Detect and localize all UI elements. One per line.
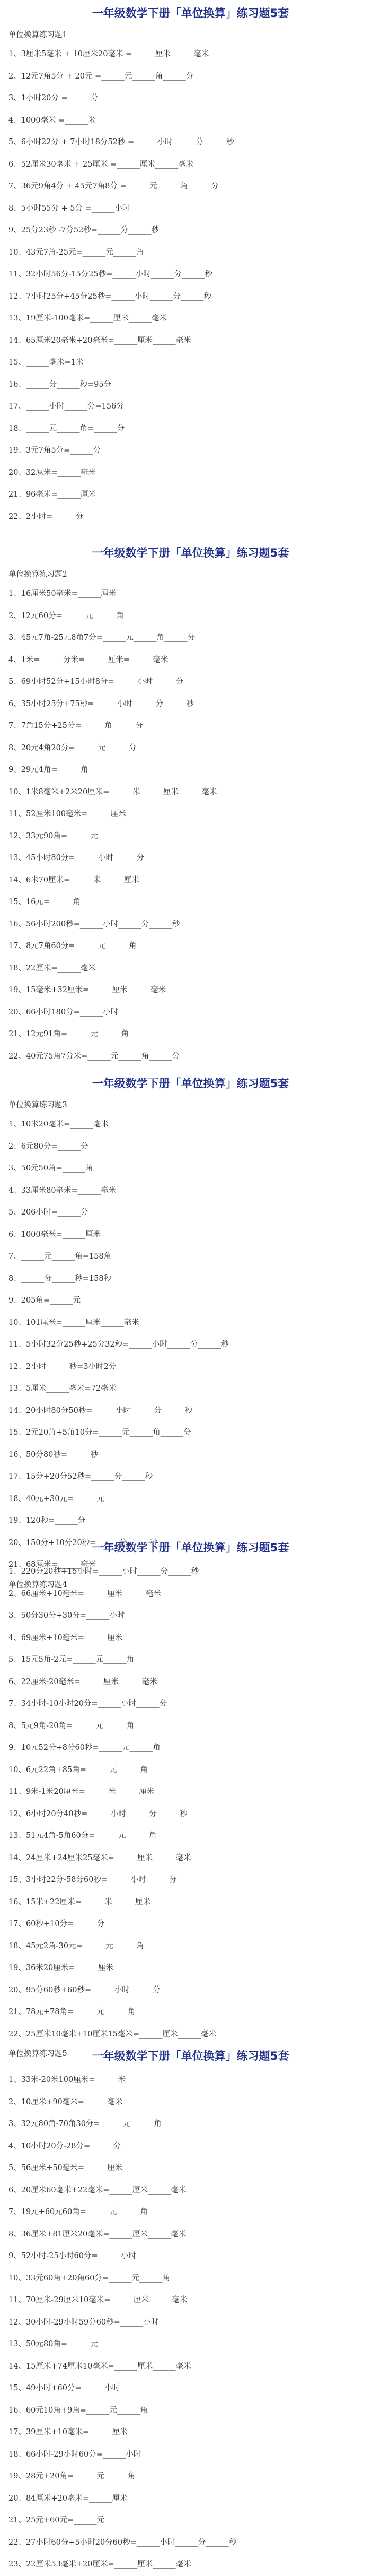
question-item: 14、20小时80分50秒=______小时______分______秒 bbox=[8, 1406, 192, 1415]
question-item: 14、15厘米+74厘米10毫米=______厘米______毫米 bbox=[8, 2362, 191, 2371]
question-item: 10、43元7角-25元=______元______角 bbox=[8, 248, 144, 257]
exercise-set-5 bbox=[0, 2043, 381, 2576]
set-title: 一年级数学下册「单位换算」练习题5套 bbox=[92, 1077, 289, 1090]
question-item: 16、60元10角+9角=______元______角 bbox=[8, 2406, 148, 2415]
question-item: 21、12元91角=______元______角 bbox=[8, 1030, 129, 1038]
question-item: 20、95分60秒+60秒=______小时______分 bbox=[8, 1985, 161, 1994]
question-item: 2、10厘米+90毫米=______毫米 bbox=[8, 2097, 123, 2106]
question-item: 17、8元7角60分=______元______角 bbox=[8, 942, 137, 950]
question-item: 16、56小时200秒=______小时______分______秒 bbox=[8, 920, 180, 929]
question-item: 19、15毫米+32厘米=______厘米______毫米 bbox=[8, 986, 166, 994]
question-item: 5、69小时52分+15小时8分=______小时______分 bbox=[8, 678, 184, 686]
question-item: 18、22厘米=______毫米 bbox=[8, 964, 96, 973]
question-item: 18、______元______角=______分 bbox=[8, 424, 125, 433]
question-item: 17、60秒+10分=______分 bbox=[8, 1920, 105, 1928]
question-item: 3、50元50角=______角 bbox=[8, 1164, 93, 1173]
question-list bbox=[0, 1561, 381, 2045]
question-item: 9、52小时-25小时60分=______小时 bbox=[8, 2252, 137, 2260]
question-item: 13、5厘米______毫米=72毫米 bbox=[8, 1384, 117, 1393]
question-item: 7、______元______角=158角 bbox=[8, 1252, 112, 1261]
question-item: 8、5小时55分 + 5分 =______小时 bbox=[8, 204, 130, 213]
exercise-set-1 bbox=[0, 0, 381, 540]
question-list bbox=[0, 44, 381, 528]
question-item: 9、205角=______元 bbox=[8, 1296, 81, 1305]
question-item: 7、19元+60元60角=______元______角 bbox=[8, 2208, 148, 2216]
question-item: 16、15米+22厘米=______米______厘米 bbox=[8, 1897, 151, 1906]
question-item: 4、33厘米80毫米=______毫米 bbox=[8, 1186, 117, 1195]
set-label: 单位换算练习题3 bbox=[8, 1101, 67, 1109]
question-item: 20、32厘米=______毫米 bbox=[8, 468, 96, 477]
question-item: 9、25分23秒 -7分52秒=______分______秒 bbox=[8, 226, 159, 235]
next-set-label: 单位换算练习题4 bbox=[8, 1580, 67, 1589]
question-item: 4、1000毫米 =______米 bbox=[8, 116, 96, 125]
question-item: 15、16元=______角 bbox=[8, 898, 81, 906]
question-item: 10、33元60角+20角60分=______元______角 bbox=[8, 2274, 171, 2283]
question-item: 20、150分+10分20秒=______分______秒 bbox=[8, 1538, 158, 1547]
question-item: 13、19厘米-100毫米=______厘米______毫米 bbox=[8, 314, 167, 323]
question-item: 4、1米=______分米=______厘米=______毫米 bbox=[8, 655, 169, 664]
question-item: 6、35小时25分+75秒=______小时______分______秒 bbox=[8, 699, 194, 708]
question-item: 2、12元60分=______元______角 bbox=[8, 611, 124, 620]
question-item: 16、______分______秒=95分 bbox=[8, 380, 112, 389]
question-list bbox=[0, 1114, 381, 1576]
question-item: 1、33米-20米100厘米=______米 bbox=[8, 2076, 126, 2084]
question-list bbox=[0, 2069, 381, 2576]
question-item: 5、6小时22分 + 7小时18分52秒 =______小时______分______秒 bbox=[8, 138, 234, 146]
question-item: 15、2元20角+5角10分=______元______角______分 bbox=[8, 1428, 191, 1437]
question-item: 11、70厘米-29厘米10毫米=______厘米______毫米 bbox=[8, 2296, 188, 2304]
question-item: 21、96毫米=______厘米 bbox=[8, 490, 96, 499]
question-item: 9、10元52分+8分60秒=______元______角 bbox=[8, 1744, 161, 1752]
question-item: 13、51元4角-5角60分=______元______角 bbox=[8, 1832, 157, 1840]
question-list bbox=[0, 583, 381, 1068]
question-item: 22、2小时=______分 bbox=[8, 512, 84, 521]
question-item: 1、10米20毫米=______毫米 bbox=[8, 1120, 109, 1129]
question-item: 19、120秒=______分 bbox=[8, 1516, 86, 1525]
question-item: 8、36厘米+81厘米20毫米=______厘米______毫米 bbox=[8, 2230, 187, 2239]
question-item: 14、6米70厘米=______米______厘米 bbox=[8, 875, 139, 884]
question-item: 1、3厘米5毫米 + 10厘米20毫米 =______厘米______毫米 bbox=[8, 50, 209, 58]
question-item: 11、9米-1米20厘米=______米______厘米 bbox=[8, 1788, 155, 1796]
question-item: 21、25元+60元=______元 bbox=[8, 2516, 105, 2525]
question-item: 12、7小时25分+45分25秒=______小时______分______秒 bbox=[8, 292, 211, 301]
question-item: 8、5元9角-20角=______元______角 bbox=[8, 1721, 135, 1730]
question-item: 2、12元7角5分 + 20元 =______元______角______分 bbox=[8, 72, 194, 81]
question-item: 17、______小时______分=156分 bbox=[8, 402, 124, 411]
question-item: 19、36米20厘米=______厘米 bbox=[8, 1964, 114, 1972]
question-item: 10、1米8毫米+2米20厘米=______米______厘米______毫米 bbox=[8, 787, 217, 796]
question-item: 19、3元7角5分=______分 bbox=[8, 446, 101, 455]
set-title: 一年级数学下册「单位换算」练习题5套 bbox=[92, 7, 289, 20]
question-item: 17、39厘米+10毫米=______厘米 bbox=[8, 2428, 128, 2436]
question-item: 19、28元+20角=______元______角 bbox=[8, 2472, 136, 2480]
question-item: 14、65厘米20毫米+20毫米=______厘米______毫米 bbox=[8, 336, 191, 345]
set-label: 单位换算练习题1 bbox=[8, 31, 67, 39]
question-item: 1、220分20秒+15小时=______小时______分______秒 bbox=[8, 1567, 199, 1576]
question-item: 14、24厘米+24厘米25毫米=______厘米______毫米 bbox=[8, 1853, 191, 1862]
set-title: 一年级数学下册「单位换算」练习题5套 bbox=[92, 547, 289, 559]
set-title: 一年级数学下册「单位换算」练习题5套 bbox=[92, 2050, 289, 2062]
question-item: 21、78元+78角=______元______角 bbox=[8, 2008, 136, 2016]
question-item: 15、3小时22分-58分60秒=______小时______分 bbox=[8, 1876, 177, 1884]
question-item: 10、101厘米=______厘米______毫米 bbox=[8, 1318, 139, 1327]
question-item: 12、2小时______秒=3小时2分 bbox=[8, 1362, 117, 1371]
question-item: 3、45元7角-25元8角7分=______元______角______分 bbox=[8, 634, 195, 642]
question-item: 18、45元2角-30元=______元______角 bbox=[8, 1941, 144, 1950]
question-item: 18、66小时-29小时60分=______小时 bbox=[8, 2450, 141, 2459]
question-item: 16、50分80秒=______秒 bbox=[8, 1450, 99, 1459]
set-label: 单位换算练习题2 bbox=[8, 570, 67, 579]
next-set-label: 单位换算练习题5 bbox=[8, 2050, 67, 2058]
question-item: 4、69厘米+10毫米=______厘米 bbox=[8, 1633, 123, 1642]
question-item: 23、22厘米53毫米+20厘米=______厘米______毫米 bbox=[8, 2560, 191, 2569]
exercise-set-2 bbox=[0, 540, 381, 1070]
question-item: 20、66小时180分=______小时 bbox=[8, 1008, 119, 1017]
question-item: 3、50分30分+30分=______小时 bbox=[8, 1611, 125, 1620]
question-item: 12、6小时20分40秒=______小时______分______秒 bbox=[8, 1809, 188, 1818]
question-item: 8、20元4角20分=______元______分 bbox=[8, 743, 137, 752]
question-item: 18、40元+30元=______元 bbox=[8, 1494, 105, 1503]
question-item: 1、16厘米50毫米=______厘米 bbox=[8, 589, 117, 598]
question-item: 11、5小时32分25秒+25分32秒=______小时______分______秒 bbox=[8, 1340, 229, 1349]
question-item: 6、22厘米-20毫米=______厘米______毫米 bbox=[8, 1677, 157, 1686]
question-item: 7、7角15分+25分=______角______分 bbox=[8, 722, 143, 730]
question-item: 7、34小时-10小时20分=______小时______分 bbox=[8, 1699, 167, 1708]
question-item: 5、15元5角-2元=______元______角 bbox=[8, 1655, 135, 1664]
question-item: 13、50元80角=______元 bbox=[8, 2340, 99, 2348]
question-item: 22、40元75角7分米=______元______角______分 bbox=[8, 1052, 180, 1061]
question-item: 3、32元80角-70角30分=______元______角 bbox=[8, 2120, 162, 2128]
question-item: 12、30小时-29小时59分60秒=______小时 bbox=[8, 2318, 159, 2327]
question-item: 4、10小时20分-28分=______分 bbox=[8, 2141, 121, 2150]
set-title: 一年级数学下册「单位换算」练习题5套 bbox=[92, 1541, 289, 1554]
question-item: 9、29元4角=______角 bbox=[8, 766, 88, 774]
question-item: 7、36元9角4分 + 45元7角8分 =______元______角______分 bbox=[8, 182, 219, 190]
question-item: 6、20厘米60毫米+22毫米=______厘米______毫米 bbox=[8, 2185, 187, 2195]
question-item: 11、52厘米100毫米=______厘米 bbox=[8, 810, 126, 818]
question-item: 3、1小时20分 =______分 bbox=[8, 94, 99, 102]
question-item: 6、52厘米30毫米 + 25厘米 =______厘米______毫米 bbox=[8, 160, 194, 169]
question-item: 20、84厘米+20毫米=______厘米 bbox=[8, 2494, 128, 2503]
question-item: 6、1000毫米=______厘米 bbox=[8, 1230, 101, 1239]
exercise-set-4 bbox=[0, 1534, 381, 2058]
question-item: 8、______分______秒=158秒 bbox=[8, 1274, 112, 1283]
question-item: 15、______毫米=1米 bbox=[8, 358, 84, 367]
question-item: 17、15分+20分52秒=______分______秒 bbox=[8, 1472, 153, 1481]
question-item: 21、68厘米=______毫米 bbox=[8, 1560, 96, 1569]
question-item: 12、33元90角=______元 bbox=[8, 831, 99, 840]
question-item: 2、66厘米+10毫米=______厘米______毫米 bbox=[8, 1589, 161, 1598]
question-item: 22、27小时60分+5小时20分60秒=______小时______分______秒 bbox=[8, 2538, 237, 2547]
question-item: 22、25厘米10毫米+10厘米15毫米=______厘米______毫米 bbox=[8, 2029, 217, 2039]
question-item: 15、49小时+60分=______小时 bbox=[8, 2384, 120, 2392]
question-item: 5、56厘米+50毫米=______厘米 bbox=[8, 2164, 123, 2172]
question-item: 10、6元22角+85角=______元______角 bbox=[8, 1765, 148, 1774]
question-item: 2、6元80分=______分 bbox=[8, 1142, 88, 1151]
question-item: 13、45小时80分=______小时______分 bbox=[8, 854, 145, 862]
question-item: 11、32小时56分-15分25秒=______小时______分______秒 bbox=[8, 270, 212, 279]
question-item: 5、206小时=______分 bbox=[8, 1208, 88, 1217]
